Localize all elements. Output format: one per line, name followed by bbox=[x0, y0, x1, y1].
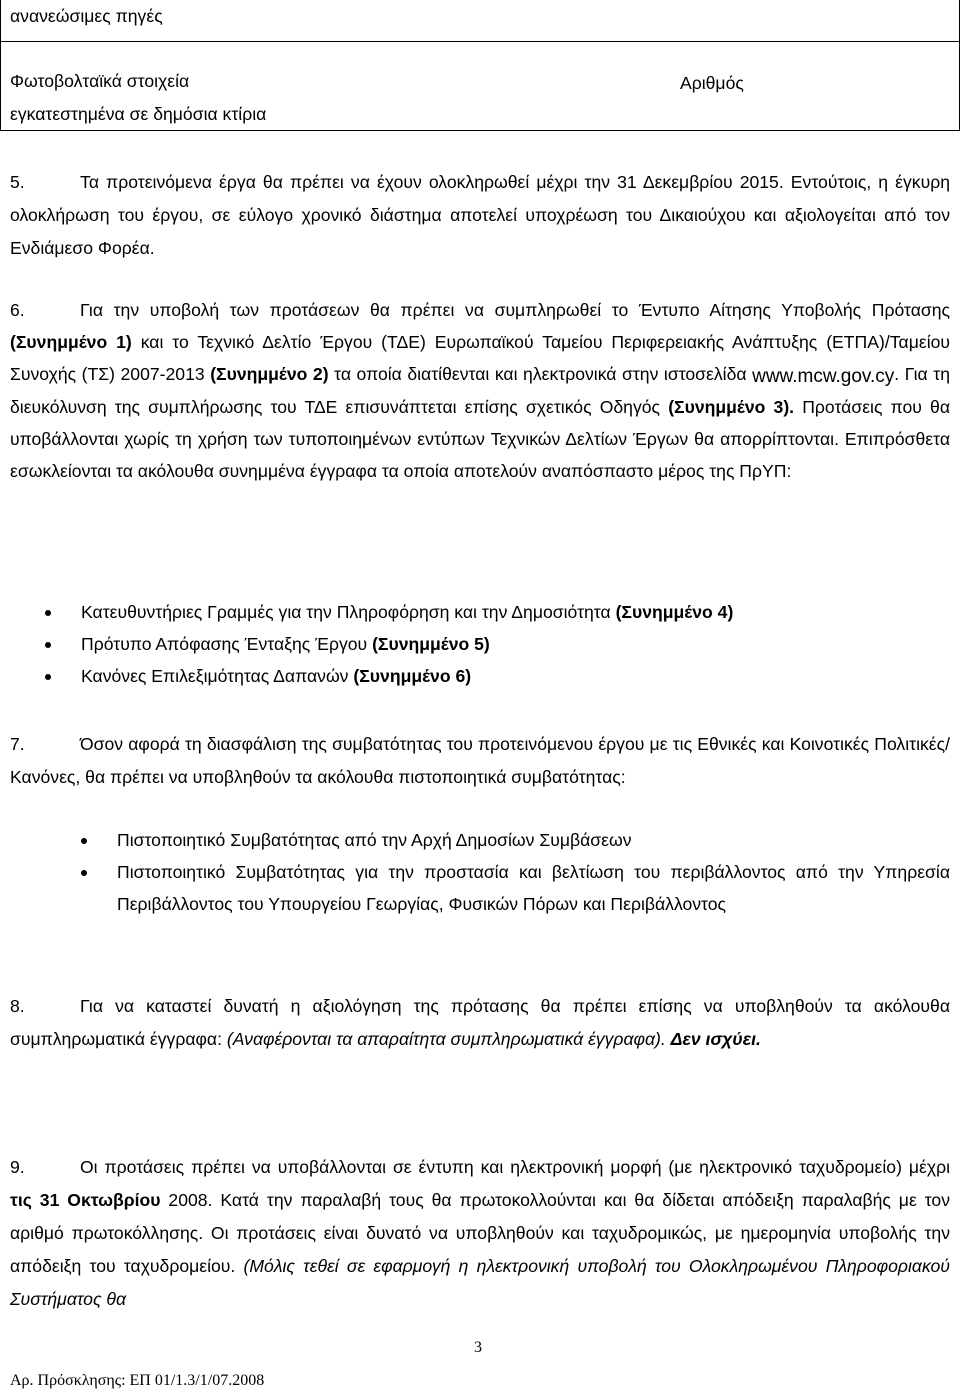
attachments-list bbox=[0, 596, 960, 692]
paragraph-number: 7. bbox=[10, 734, 25, 754]
paragraph-6 bbox=[10, 294, 950, 487]
table-cell-pv-label-line1: Φωτοβολταϊκά στοιχεία bbox=[10, 71, 190, 91]
bullet-icon bbox=[81, 870, 87, 876]
bullet-icon bbox=[45, 610, 51, 616]
footer-call-number: Αρ. Πρόσκλησης: ΕΠ 01/1.3/1/07.2008 bbox=[10, 1372, 265, 1389]
attachment-ref: (Συνημμένο 1) bbox=[10, 332, 132, 352]
italic-note: (Μόλις τεθεί σε εφαρμογή η ηλεκτρονική υποβολή του Ολοκληρωμένου Πληροφοριακού Συστήματος θα bbox=[10, 1256, 950, 1309]
bullet-icon bbox=[81, 838, 87, 844]
paragraph-text: και το Τεχνικό Δελτίο Έργου (ΤΔΕ) Ευρωπαϊκού Ταμείου Περιφερειακής Ανάπτυξης (ΕΤΠΑ)/Ταμείου Συνοχής (ΤΣ) 2007-2013 bbox=[10, 332, 951, 384]
paragraph-text: τα οποία διατίθενται και ηλεκτρονικά στην ιστοσελίδα bbox=[328, 364, 753, 384]
list-item: Πιστοποιητικό Συμβατότητας για την προστασία και βελτίωση του περιβάλλοντος από την Υπηρεσία Περιβάλλοντος του Υπουργείου Γεωργίας, Φυσικών Πόρων και Περιβάλλοντος bbox=[0, 856, 960, 920]
bullet-icon bbox=[45, 642, 51, 648]
table-cell-number-header: Αριθμός bbox=[680, 73, 744, 93]
paragraph-text: Για να καταστεί δυνατή η αξιολόγηση της πρότασης θα πρέπει επίσης να υποβληθούν τα ακόλουθα συμπληρωματικά έγγραφα: bbox=[10, 996, 950, 1049]
paragraph-number: 8. bbox=[10, 996, 25, 1016]
website-link[interactable]: www.mcw.gov.cy bbox=[752, 366, 895, 387]
paragraph-text: Οι προτάσεις πρέπει να υποβάλλονται σε έντυπη και ηλεκτρονική μορφή (με ηλεκτρονικό ταχυδρομείο) μέχρι bbox=[80, 1157, 950, 1177]
placeholder-note: (Αναφέρονται τα απαραίτητα συμπληρωματικά έγγραφα). bbox=[226, 1029, 666, 1049]
paragraph-text: Προτάσεις που θα υποβάλλονται χωρίς τη χρήση των τυποποιημένων εντύπων Τεχνικών Δελτίων Έργων θα απορρίπτονται. Επιπρόσθετα εσωκλείονται τα ακόλουθα συνημμένα έγγραφα τα οποία αποτελούν αναπόσπαστο μέρος της ΠρΥΠ: bbox=[10, 397, 950, 481]
paragraph-text: 2008. Κατά την παραλαβή τους θα πρωτοκολλούνται και θα δίδεται απόδειξη παραλαβής με τον αριθμό πρωτοκόλλησης. Οι προτάσεις είναι δυνατό να υποβληθούν και ταχυδρομικώς, με ημερομηνία υποβολής την απόδειξη του ταχυδρομείου. bbox=[10, 1190, 950, 1276]
paragraph-number: 6. bbox=[10, 300, 25, 320]
list-item: Κανόνες Επιλεξιμότητας Δαπανών (Συνημμένο 6) bbox=[0, 660, 960, 692]
list-item: Πρότυπο Απόφασης Ένταξης Έργου (Συνημμένο 5) bbox=[0, 628, 960, 660]
paragraph-9 bbox=[10, 1151, 950, 1316]
table-cell-pv-label-line2: εγκατεστημένα σε δημόσια κτίρια bbox=[10, 104, 267, 124]
bullet-icon bbox=[45, 674, 51, 680]
paragraph-text: . Για τη διευκόλυνση της συμπλήρωσης του ΤΔΕ επισυνάπτεται επίσης σχετικός Οδηγός bbox=[10, 364, 950, 417]
not-applicable-note: Δεν ισχύει. bbox=[670, 1029, 761, 1049]
paragraph-7 bbox=[10, 728, 950, 794]
attachment-ref: (Συνημμένο 3). bbox=[668, 397, 795, 417]
paragraph-text: Όσον αφορά τη διασφάλιση της συμβατότητας του προτεινόμενου έργου με τις Εθνικές και Κοινοτικές Πολιτικές/Κανόνες, θα πρέπει να υποβληθούν τα ακόλουθα πιστοποιητικά συμβατότητας: bbox=[10, 734, 950, 787]
page-number: 3 bbox=[474, 1339, 482, 1356]
deadline-date: τις 31 Οκτωβρίου bbox=[10, 1190, 161, 1210]
paragraph-text: Για την υποβολή των προτάσεων θα πρέπει να συμπληρωθεί το Έντυπο Αίτησης Υποβολής Πρότασης bbox=[80, 300, 950, 320]
paragraph-number: 9. bbox=[10, 1157, 25, 1177]
paragraph-8 bbox=[10, 990, 950, 1056]
certificates-list bbox=[0, 824, 960, 920]
table-row-divider bbox=[1, 41, 959, 42]
list-item: Κατευθυντήριες Γραμμές για την Πληροφόρηση και την Δημοσιότητα (Συνημμένο 4) bbox=[0, 596, 960, 628]
attachment-ref: (Συνημμένο 2) bbox=[210, 364, 329, 384]
paragraph-number: 5. bbox=[10, 172, 25, 192]
paragraph-5 bbox=[10, 166, 950, 265]
paragraph-text: Τα προτεινόμενα έργα θα πρέπει να έχουν ολοκληρωθεί μέχρι την 31 Δεκεμβρίου 2015. Εντούτοις, η έγκυρη ολοκλήρωση του έργου, σε εύλογο χρονικό διάστημα αποτελεί υποχρέωση του Δικαιούχου και αξιολογείται από τον Ενδιάμεσο Φορέα. bbox=[10, 172, 950, 258]
list-item: Πιστοποιητικό Συμβατότητας από την Αρχή Δημοσίων Συμβάσεων bbox=[0, 824, 960, 856]
table-cell-renewable-sources: ανανεώσιμες πηγές bbox=[10, 6, 163, 26]
